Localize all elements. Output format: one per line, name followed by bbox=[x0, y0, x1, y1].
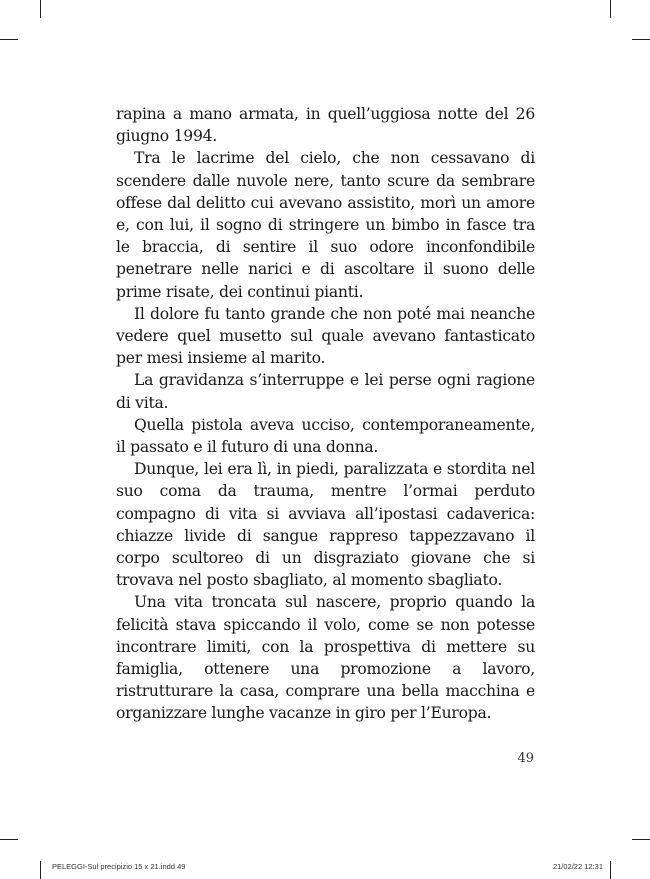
paragraph: Dunque, lei era lì, in piedi, paralizzata e stordita nel suo coma da trauma, mentre l’ormai perduto compagno di vita si avviava all’ipostasi cadaverica: chiazze livide di sangue rappreso tappezzavano il corpo scultoreo di un disgraziato giovane che si trovava nel posto sbagliato, al momento sbagliato. bbox=[116, 460, 535, 590]
paragraph: Una vita troncata sul nascere, proprio quando la felicità stava spiccando il volo, come se non potesse incontrare limiti, con la prospettiva di mettere su famiglia, ottenere una promozione a lavoro, ristrutturare la casa, comprare una bella macchina e organizzare lunghe vacanze in giro per l’Europa. bbox=[116, 593, 535, 723]
crop-mark-bottom-left-h bbox=[0, 839, 18, 840]
body-text bbox=[116, 103, 535, 725]
crop-mark-top-left-h bbox=[0, 39, 18, 40]
crop-mark-top-right-h bbox=[632, 39, 650, 40]
crop-mark-bottom-left bbox=[40, 861, 41, 879]
paragraph: La gravidanza s’interruppe e lei perse ogni ragione di vita. bbox=[116, 371, 535, 412]
paragraph: rapina a mano armata, in quell’uggiosa notte del 26 giugno 1994. bbox=[116, 105, 535, 146]
crop-mark-top-right bbox=[610, 0, 611, 18]
crop-mark-bottom-right bbox=[610, 861, 611, 879]
crop-mark-bottom-right-h bbox=[632, 839, 650, 840]
slug-file-name: PELEGGI-Sul precipizio 15 x 21.indd 49 bbox=[52, 862, 186, 871]
paragraph: Il dolore fu tanto grande che non poté mai neanche vedere quel musetto sul quale avevano fantasticato per mesi insieme al marito. bbox=[116, 304, 535, 368]
paragraph: Tra le lacrime del cielo, che non cessavano di scendere dalle nuvole nere, tanto scure da sembrare offese dal delitto cui avevano assistito, morì un amore e, con lui, il sogno di stringere un bimbo in fasce tra le braccia, di sentire il suo odore inconfondibile penetrare nelle narici e di ascoltare il suono delle prime risate, dei continui pianti. bbox=[116, 149, 535, 301]
paragraph: Quella pistola aveva ucciso, contemporaneamente, il passato e il futuro di una donna. bbox=[116, 415, 535, 457]
page-number: 49 bbox=[517, 751, 534, 766]
crop-mark-top-left bbox=[40, 0, 41, 18]
slug-timestamp: 21/02/22 12:31 bbox=[552, 862, 603, 871]
